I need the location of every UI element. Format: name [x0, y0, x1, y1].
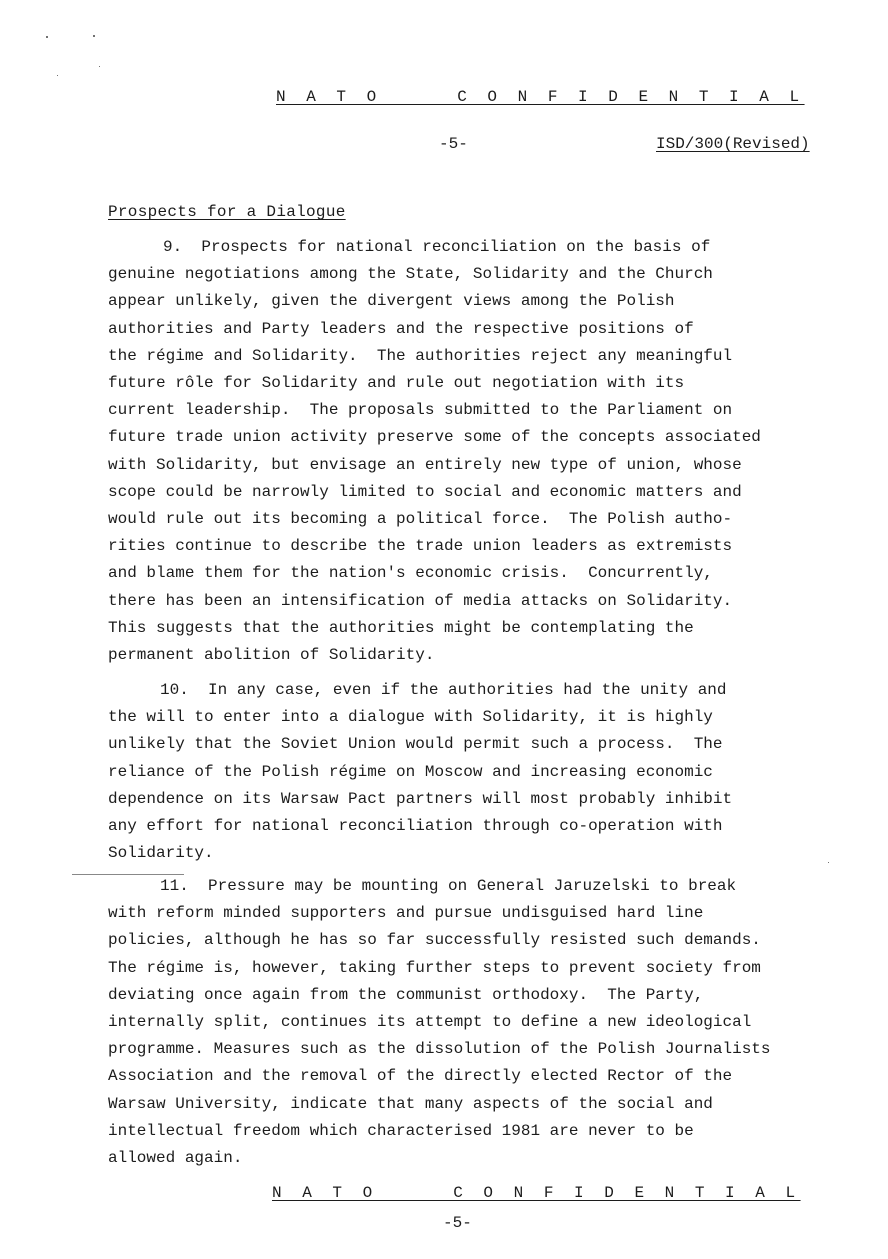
paragraph-line: 10. In any case, even if the authorities had the unity and	[160, 681, 727, 699]
paragraph-line: 9. Prospects for national reconciliation on the basis of	[163, 238, 711, 256]
paragraph-line: current leadership. The proposals submitted to the Parliament on	[108, 401, 733, 420]
paragraph-line: 11. Pressure may be mounting on General Jaruzelski to break	[160, 877, 737, 895]
header-classification: N A T O C O N F I D E N T I A L	[276, 88, 805, 106]
scan-speck	[99, 66, 100, 67]
document-reference: ISD/300(Revised)	[656, 135, 810, 153]
paragraph-line: future rôle for Solidarity and rule out negotiation with its	[108, 374, 685, 393]
paragraph-line: Solidarity.	[108, 844, 214, 863]
paragraph-line: with Solidarity, but envisage an entirely new type of union, whose	[108, 455, 742, 474]
paragraph-line: reliance of the Polish régime on Moscow and increasing economic	[108, 762, 713, 781]
paragraph-line: would rule out its becoming a political force. The Polish autho-	[108, 510, 733, 529]
paragraph-line: appear unlikely, given the divergent views among the Polish	[108, 292, 675, 311]
paragraph-line: the will to enter into a dialogue with Solidarity, it is highly	[108, 708, 713, 727]
paragraph-line: the régime and Solidarity. The authorities reject any meaningful	[108, 346, 733, 365]
paragraph-10	[108, 677, 732, 867]
paragraph-line: rities continue to describe the trade union leaders as extremists	[108, 537, 733, 556]
paragraph-line: scope could be narrowly limited to social and economic matters and	[108, 482, 742, 501]
paragraph-line: authorities and Party leaders and the respective positions of	[108, 319, 694, 338]
paragraph-line: The régime is, however, taking further steps to prevent society from	[108, 958, 761, 977]
paragraph-line: there has been an intensification of media attacks on Solidarity.	[108, 591, 733, 610]
paragraph-line: intellectual freedom which characterised 1981 are never to be	[108, 1121, 694, 1140]
section-heading: Prospects for a Dialogue	[108, 203, 346, 221]
paragraph-line: any effort for national reconciliation through co-operation with	[108, 817, 723, 836]
paragraph-9	[108, 234, 761, 669]
paragraph-line: unlikely that the Soviet Union would permit such a process. The	[108, 735, 723, 754]
footer-classification: N A T O C O N F I D E N T I A L	[272, 1184, 801, 1202]
paragraph-line: This suggests that the authorities might be contemplating the	[108, 618, 694, 637]
scan-speck	[57, 75, 58, 76]
scan-speck	[93, 35, 95, 37]
header-page-number: -5-	[439, 135, 468, 153]
scan-speck	[46, 36, 48, 38]
paragraph-line: future trade union activity preserve some of the concepts associated	[108, 428, 761, 447]
paragraph-line: Warsaw University, indicate that many aspects of the social and	[108, 1094, 713, 1113]
paragraph-line: dependence on its Warsaw Pact partners will most probably inhibit	[108, 789, 733, 808]
paragraph-line: with reform minded supporters and pursue undisguised hard line	[108, 904, 704, 923]
paragraph-line: Association and the removal of the directly elected Rector of the	[108, 1067, 733, 1086]
scan-speck	[828, 862, 829, 863]
paragraph-11	[108, 873, 771, 1172]
paragraph-line: allowed again.	[108, 1149, 243, 1168]
paragraph-line: permanent abolition of Solidarity.	[108, 646, 435, 665]
paragraph-line: deviating once again from the communist orthodoxy. The Party,	[108, 985, 704, 1004]
paragraph-line: programme. Measures such as the dissolution of the Polish Journalists	[108, 1040, 771, 1059]
paragraph-line: internally split, continues its attempt to define a new ideological	[108, 1013, 752, 1032]
footer-page-number: -5-	[443, 1214, 472, 1232]
paragraph-line: policies, although he has so far successfully resisted such demands.	[108, 931, 761, 950]
paragraph-line: genuine negotiations among the State, Solidarity and the Church	[108, 265, 713, 284]
paragraph-line: and blame them for the nation's economic crisis. Concurrently,	[108, 564, 713, 583]
